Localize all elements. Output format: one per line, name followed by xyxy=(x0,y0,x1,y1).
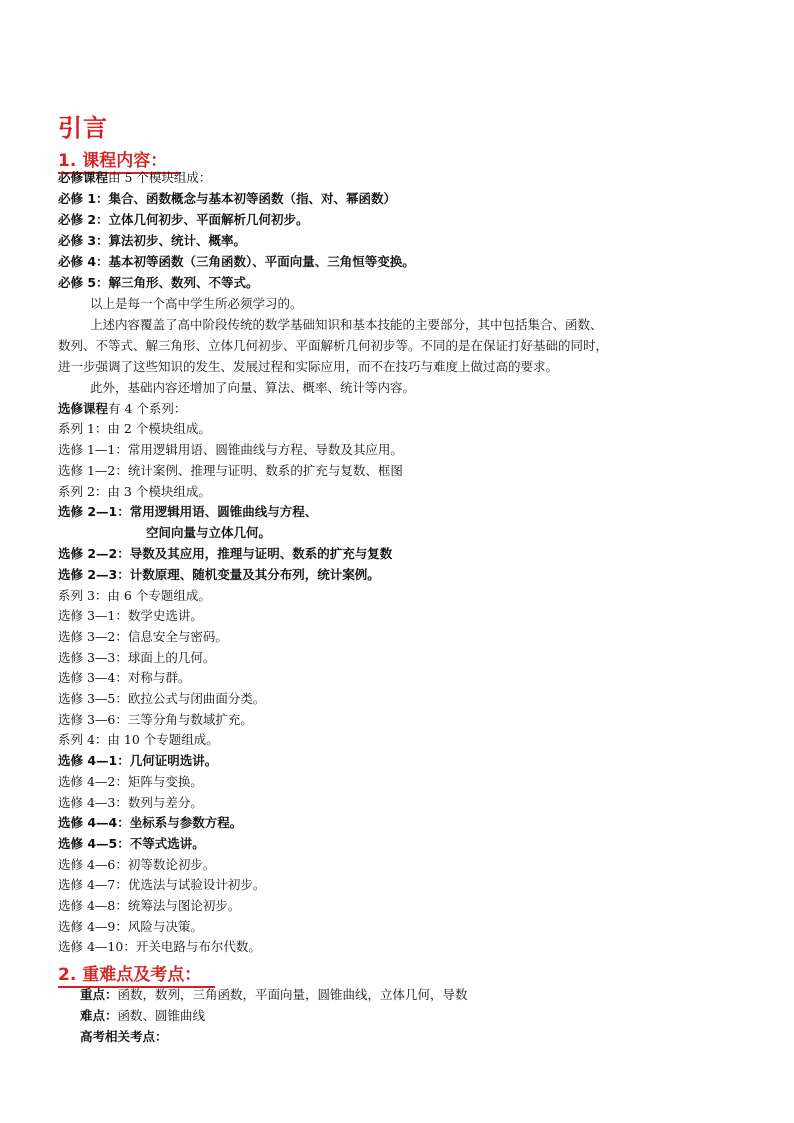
series-2-heading: 系列 2：由 3 个模块组成。 xyxy=(58,484,211,499)
exam-points-label: 高考相关考点： xyxy=(80,1029,168,1044)
elective-item: 选修 2—2：导数及其应用，推理与证明、数系的扩充与复数 xyxy=(58,546,393,561)
elective-item: 选修 4—8：统筹法与图论初步。 xyxy=(58,898,241,913)
elective-item: 选修 4—9：风险与决策。 xyxy=(58,919,203,934)
required-item: 必修 4：基本初等函数（三角函数）、平面向量、三角恒等变换。 xyxy=(58,254,415,269)
paragraph-3: 此外，基础内容还增加了向量、算法、概率、统计等内容。 xyxy=(90,380,416,395)
required-item: 必修 3：算法初步、统计、概率。 xyxy=(58,233,247,248)
section-heading-text: 1. 课程内容： xyxy=(58,146,181,174)
elective-item: 选修 2—1：常用逻辑用语、圆锥曲线与方程、 xyxy=(58,504,318,519)
elective-item-continuation: 空间向量与立体几何。 xyxy=(146,525,272,540)
elective-item: 选修 4—6：初等数论初步。 xyxy=(58,857,216,872)
hard-text: 函数、圆锥曲线 xyxy=(117,1008,206,1023)
elective-item: 选修 3—6：三等分角与数域扩充。 xyxy=(58,712,253,727)
series-4-heading: 系列 4：由 10 个专题组成。 xyxy=(58,732,219,747)
elective-label: 选修课程 xyxy=(58,401,109,416)
elective-item: 选修 1—2：统计案例、推理与证明、数系的扩充与复数、框图 xyxy=(58,463,403,478)
required-label: 必修课程 xyxy=(58,170,109,185)
elective-item: 选修 3—4：对称与群。 xyxy=(58,670,191,685)
key-label: 重点： xyxy=(80,987,118,1002)
elective-item: 选修 2—3：计数原理、随机变量及其分布列，统计案例。 xyxy=(58,567,380,582)
elective-item: 选修 4—2：矩阵与变换。 xyxy=(58,774,203,789)
elective-item: 选修 4—4：坐标系与参数方程。 xyxy=(58,815,243,830)
elective-item: 选修 4—1：几何证明选讲。 xyxy=(58,753,218,768)
elective-item: 选修 3—3：球面上的几何。 xyxy=(58,650,216,665)
elective-item: 选修 3—5：欧拉公式与闭曲面分类。 xyxy=(58,691,266,706)
page-title: 引言 xyxy=(58,114,108,142)
elective-item: 选修 4—10：开关电路与布尔代数。 xyxy=(58,939,261,954)
section-heading-key-points xyxy=(58,960,215,988)
section-heading-text: 2. 重难点及考点： xyxy=(58,960,215,988)
required-item: 必修 1：集合、函数概念与基本初等函数（指、对、幂函数） xyxy=(58,191,397,206)
elective-item: 选修 4—3：数列与差分。 xyxy=(58,795,203,810)
required-intro-line xyxy=(58,170,211,186)
paragraph-2-line-3: 进一步强调了这些知识的发生、发展过程和实际应用，而不在技巧与难度上做过高的要求。 xyxy=(58,359,559,374)
elective-intro-line xyxy=(58,401,186,417)
required-intro: 由 5 个模块组成： xyxy=(108,170,212,185)
series-3-heading: 系列 3：由 6 个专题组成。 xyxy=(58,588,211,603)
series-1-heading: 系列 1：由 2 个模块组成。 xyxy=(58,421,211,436)
elective-item: 选修 1—1：常用逻辑用语、圆锥曲线与方程、导数及其应用。 xyxy=(58,442,403,457)
key-text: 函数，数列，三角函数，平面向量，圆锥曲线，立体几何，导数 xyxy=(117,987,468,1002)
required-item: 必修 5：解三角形、数列、不等式。 xyxy=(58,275,259,290)
paragraph-2-line-1: 上述内容覆盖了高中阶段传统的数学基础知识和基本技能的主要部分，其中包括集合、函数、 xyxy=(90,317,603,332)
elective-item: 选修 4—7：优选法与试验设计初步。 xyxy=(58,877,266,892)
paragraph-2-line-2: 数列、不等式、解三角形、立体几何初步、平面解析几何初步等。不同的是在保证打好基础的同时， xyxy=(58,338,609,353)
key-points-line xyxy=(80,987,468,1003)
elective-intro: 有 4 个系列： xyxy=(108,401,187,416)
paragraph-1: 以上是每一个高中学生所必须学习的。 xyxy=(90,296,303,311)
elective-item: 选修 3—1：数学史选讲。 xyxy=(58,608,203,623)
hard-label: 难点： xyxy=(80,1008,118,1023)
required-item: 必修 2：立体几何初步、平面解析几何初步。 xyxy=(58,212,309,227)
difficult-points-line xyxy=(80,1008,205,1024)
elective-item: 选修 4—5：不等式选讲。 xyxy=(58,836,205,851)
elective-item: 选修 3—2：信息安全与密码。 xyxy=(58,629,228,644)
